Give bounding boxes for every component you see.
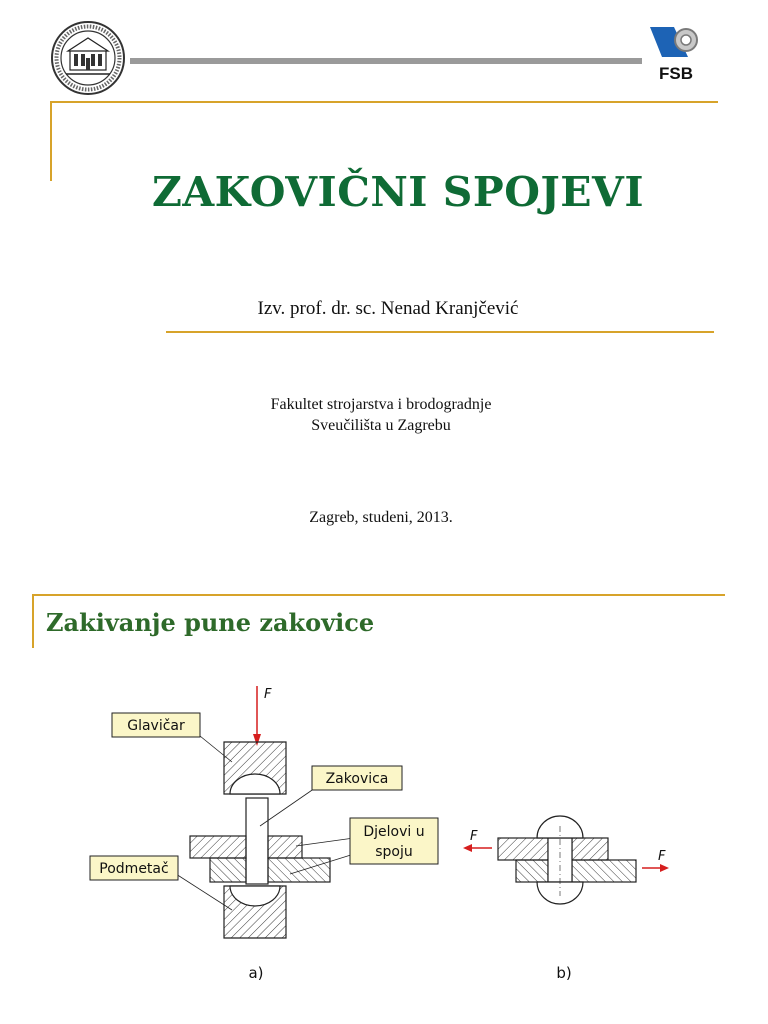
label-glavicar: [112, 713, 200, 737]
b-lower-plate-right: [572, 860, 636, 882]
label-zakovica: [312, 766, 402, 790]
label-dijelovi-line1: Djelovi u: [363, 824, 425, 840]
university-seal-icon: [50, 20, 126, 96]
upper-plate-right: [268, 836, 302, 858]
label-zakovica-text: Zakovica: [325, 771, 389, 787]
b-upper-plate-right: [572, 838, 608, 860]
page-title: ZAKOVIČNI SPOJEVI: [151, 168, 645, 216]
riveting-diagram: [60, 676, 720, 996]
slide2-title: Zakivanje pune zakovice: [46, 608, 375, 637]
rivet-shank: [246, 798, 268, 884]
b-upper-plate-left: [498, 838, 548, 860]
caption-a: a): [248, 964, 264, 982]
fsb-logo-text: FSB: [659, 64, 693, 82]
author-rule: [166, 331, 714, 333]
label-dijelovi-line2: spoju: [375, 844, 413, 860]
b-lower-plate-left: [516, 860, 548, 882]
force-label-a: F: [264, 687, 272, 702]
header-rule: [130, 58, 642, 64]
upper-plate-left: [190, 836, 246, 858]
label-podmetac-text: Podmetač: [99, 861, 169, 877]
faculty-line-1: Fakultet strojarstva i brodogradnje: [270, 396, 492, 413]
lower-plate-left: [210, 858, 246, 882]
place-date: Zagreb, studeni, 2013.: [309, 509, 453, 526]
lower-plate-right: [268, 858, 330, 882]
label-dijelovi: [350, 818, 438, 864]
author-name: Izv. prof. dr. sc. Nenad Kranjčević: [257, 298, 519, 319]
label-podmetac: [90, 856, 178, 880]
faculty-block: [166, 394, 596, 436]
fsb-logo: [648, 24, 704, 82]
faculty-line-2: Sveučilišta u Zagrebu: [311, 417, 451, 434]
label-glavicar-text: Glavičar: [127, 718, 185, 734]
caption-b: b): [556, 964, 572, 982]
force-label-b-right: F: [658, 849, 666, 864]
force-label-b-left: F: [470, 829, 478, 844]
